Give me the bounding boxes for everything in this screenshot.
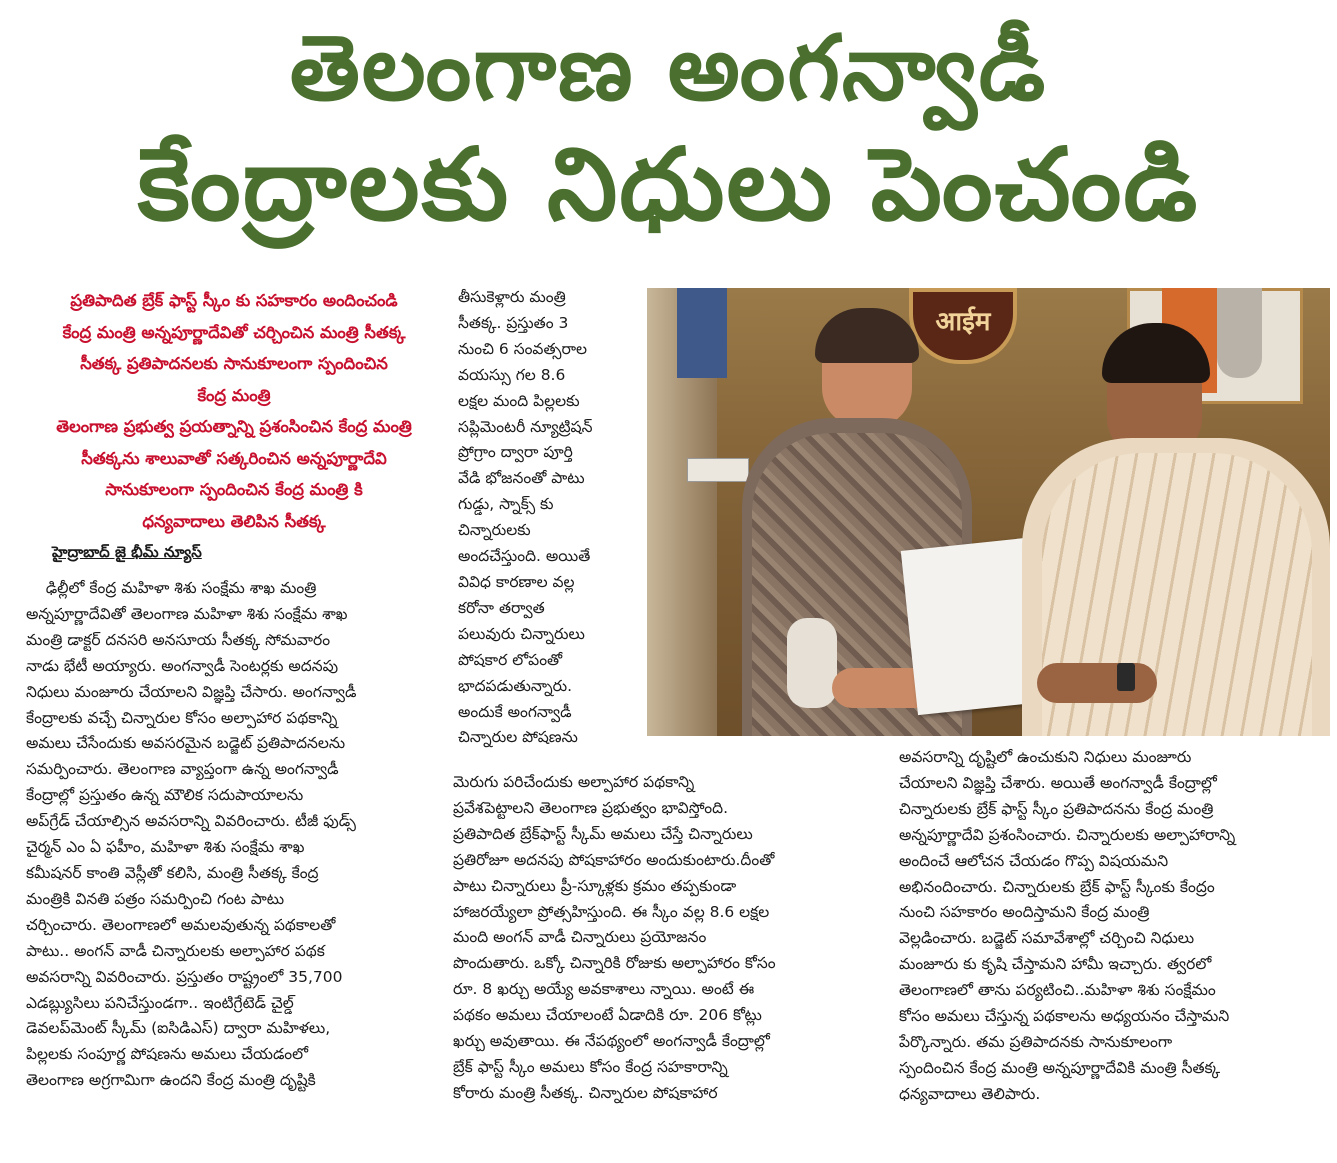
news-photo xyxy=(647,288,1330,736)
text-line: అన్నపూర్ణాదేవి ప్రశంసించారు. చిన్నారులకు అల్పాహారాన్ని xyxy=(899,825,1236,844)
headline-line-2: కేంద్రాలకు నిధులు పెంచండి xyxy=(137,126,1200,243)
highlight-line: కేంద్ర మంత్రి xyxy=(197,385,271,405)
text-line: వెల్లడించారు. బడ్జెట్ సమావేశాల్లో చర్చించి నిధులు xyxy=(899,929,1195,948)
highlight-line: సీతక్క ప్రతిపాదనలకు సానుకూలంగా స్పందించిన xyxy=(80,354,388,373)
highlight-line: సానుకూలంగా స్పందించిన కేంద్ర మంత్రి కి xyxy=(105,480,363,499)
text-line: సప్లిమెంటరీ న్యూట్రిషన్ xyxy=(458,417,593,436)
text-line: తీసుకెళ్లారు మంత్రి xyxy=(458,288,566,306)
text-line: పాటు.. అంగన్ వాడీ చిన్నారులకు అల్పాహార పథక xyxy=(26,941,325,960)
highlight-line: ప్రతిపాదిత బ్రేక్ ఫాస్ట్ స్కీం కు సహకారం అందించండి xyxy=(70,291,398,310)
text-line: మెరుగు పరిచేందుకు అల్పాహార పథకాన్ని xyxy=(453,773,695,791)
text-line: అందుకే అంగన్వాడీ xyxy=(458,702,572,721)
text-line: ప్రతిపాదిత బ్రేక్‌ఫాస్ట్ స్కీమ్ అమలు చేస్తే చిన్నారులు xyxy=(453,824,753,843)
text-line: ప్రవేశపెట్టాలని తెలంగాణ ప్రభుత్వం భావిస్తోంది. xyxy=(453,798,729,817)
text-line: ఎడబ్ల్యుసిలు పనిచేస్తుండగా.. ఇంటిగ్రేటెడ్ చైల్డ్ xyxy=(26,993,294,1012)
dateline: హైద్రాబాద్ జై భీమ్ న్యూస్ xyxy=(52,543,202,561)
text-line: వేడి భోజనంతో పాటు xyxy=(458,469,585,488)
highlight-line: కేంద్ర మంత్రి అన్నపూర్ణాదేవితో చర్చించిన మంత్రి సీతక్క xyxy=(62,322,406,342)
text-line: బ్రేక్ ఫాస్ట్ స్కీం అమలు కోసం కేంద్ర సహకారాన్ని xyxy=(453,1057,728,1076)
text-line: భాదపడుతున్నారు. xyxy=(458,676,573,695)
text-line: పథకం అమలు చేయాలంటే ఏడాదికి రూ. 206 కోట్లు xyxy=(453,1006,762,1025)
text-line: అవసరాన్ని వివరించారు. ప్రస్తుతం రాష్ట్రంలో 35,700 xyxy=(26,967,343,986)
article-column-1 xyxy=(26,576,442,1094)
text-line: చర్చించారు. తెలంగాణలో అమలవుతున్న పథకాలతో xyxy=(26,915,336,934)
text-line: నుంచి 6 సంవత్సరాల xyxy=(458,339,587,358)
text-line: చిన్నారులకు xyxy=(458,521,531,540)
article-column-3 xyxy=(899,745,1317,1108)
article-column-2-bottom xyxy=(453,770,873,1107)
text-line: అప్‌గ్రేడ్ చేయాల్సిన అవసరాన్ని వివరించారు. టీజీ ఫుడ్స్ xyxy=(26,812,356,831)
text-line: ఖర్చు అవుతాయి. ఈ నేపథ్యంలో అంగన్వాడీ కేంద్రాల్లో xyxy=(453,1032,770,1051)
highlight-line: సీతక్కను శాలువాతో సత్కరించిన అన్నపూర్ణాదేవి xyxy=(81,448,387,468)
text-line: మంత్రి డాక్టర్ దనసరి అనసూయ సీతక్క సోమవారం xyxy=(26,630,331,649)
text-line: చైర్మన్ ఎం ఏ ఫహీం, మహిళా శిశు సంక్షేమ శాఖ xyxy=(26,838,305,857)
highlight-line: తెలంగాణ ప్రభుత్వ ప్రయత్నాన్ని ప్రశంసించిన కేంద్ర మంత్రి xyxy=(56,417,412,436)
text-line: రూ. 8 ఖర్చు అయ్యే అవకాశాలు న్నాయి. అంటే ఈ xyxy=(453,980,755,999)
text-line: వివిధ కారణాల వల్ల xyxy=(458,572,575,591)
text-line: అమలు చేసేందుకు అవసరమైన బడ్జెట్ ప్రతిపాదనలను xyxy=(26,734,346,753)
wall-emblem: आईम xyxy=(909,288,1017,364)
text-line: హాజరయ్యేలా ప్రోత్సహిస్తుంది. ఈ స్కీం వల్ల 8.6 లక్షల xyxy=(453,902,770,921)
headline-line-1: తెలంగాణ అంగన్వాడీ xyxy=(289,16,1048,121)
text-line: అందచేస్తుంది. అయితే xyxy=(458,547,591,566)
text-line: లక్షల మంది పిల్లలకు xyxy=(458,391,580,410)
text-line: పోషకార లోపంతో xyxy=(458,650,563,669)
text-line: మంది అంగన్ వాడీ చిన్నారులు ప్రయోజనం xyxy=(453,928,707,947)
text-line: అభినందించారు. చిన్నారులకు బ్రేక్ ఫాస్ట్ స్కీంకు కేంద్రం xyxy=(899,877,1215,896)
text-line: తెలంగాణ అగ్రగామిగా ఉందని కేంద్ర మంత్రి దృష్టికి xyxy=(26,1071,316,1090)
text-line: ఢిల్లీలో కేంద్ర మహిళా శిశు సంక్షేమ శాఖ మంత్రి xyxy=(26,579,317,597)
text-line: కేంద్రాలకు వచ్చే చిన్నారుల కోసం అల్పాహార పథకాన్ని xyxy=(26,708,338,727)
text-line: తెలంగాణలో తాను పర్యటించి..మహిళా శిశు సంక్షేమం xyxy=(899,981,1216,1000)
text-line: గుడ్డు, స్నాక్స్ కు xyxy=(458,495,554,514)
text-line: పొందుతారు. ఒక్కో చిన్నారికి రోజుకు అల్పాహారం కోసం xyxy=(453,954,776,973)
text-line: సీతక్క. ప్రస్తుతం 3 xyxy=(458,313,569,332)
highlight-line: ధన్యవాదాలు తెలిపిన సీతక్క xyxy=(142,511,326,531)
text-line: ప్రోగ్రాం ద్వారా పూర్తి xyxy=(458,443,573,462)
text-line: కమీషనర్ కాంతి వెస్లీతో కలిసి, మంత్రి సీతక్క కేంద్ర xyxy=(26,863,319,882)
text-line: సమర్పించారు. తెలంగాణ వ్యాప్తంగా ఉన్న అంగన్వాడీ xyxy=(26,760,339,779)
text-line: మంత్రికి వినతి పత్రం సమర్పించి గంట పాటు xyxy=(26,889,285,908)
text-line: ప్రతిరోజూ అదనపు పోషకాహారం అందుకుంటారు.దీంతో xyxy=(453,850,775,869)
article-column-2-top xyxy=(458,285,640,751)
text-line: పిల్లలకు సంపూర్ణ పోషణను అమలు చేయడంలో xyxy=(26,1045,309,1064)
text-line: ధన్యవాదాలు తెలిపారు. xyxy=(899,1084,1041,1103)
text-line: వయస్సు గల 8.6 xyxy=(458,365,566,384)
highlights-box xyxy=(28,285,440,537)
text-line: చిన్నారుల పోషణను xyxy=(458,728,578,747)
text-line: కేంద్రాల్లో ప్రస్తుతం ఉన్న మౌలిక సదుపాయాలను xyxy=(26,786,304,805)
text-line: మంజూరు కు కృషి చేస్తామని హామీ ఇచ్చారు. త్వరలో xyxy=(899,955,1212,974)
text-line: చేయాలని విజ్ఞప్తి చేశారు. అయితే అంగన్వాడీ కేంద్రాల్లో xyxy=(899,773,1217,792)
text-line: కోసం అమలు చేస్తున్న పథకాలను అధ్యయనం చేస్తామని xyxy=(899,1007,1230,1026)
text-line: పలువురు చిన్నారులు xyxy=(458,624,585,643)
text-line: నిధులు మంజూరు చేయాలని విజ్ఞప్తి చేసారు. అంగన్వాడీ xyxy=(26,682,357,701)
text-line: నుంచి సహకారం అందిస్తామని కేంద్ర మంత్రి xyxy=(899,903,1150,922)
text-line: చిన్నారులకు బ్రేక్ ఫాస్ట్ స్కీం ప్రతిపాదనను కేంద్ర మంత్రి xyxy=(899,799,1214,818)
text-line: నాడు భేటీ అయ్యారు. అంగన్వాడీ సెంటర్లకు అదనపు xyxy=(26,656,339,675)
text-line: అన్నపూర్ణాదేవితో తెలంగాణ మహిళా శిశు సంక్షేమ శాఖ xyxy=(26,604,348,623)
text-line: కోరారు మంత్రి సీతక్క. చిన్నారుల పోషకాహార xyxy=(453,1083,718,1102)
text-line: పేర్కొన్నారు. తమ ప్రతిపాదనకు సానుకూలంగా xyxy=(899,1032,1173,1051)
text-line: డెవలప్‌మెంట్ స్కీమ్ (ఐసిడిఎస్) ద్వారా మహిళలు, xyxy=(26,1019,331,1038)
text-line: అవసరాన్ని దృష్టిలో ఉంచుకుని నిధులు మంజూరు xyxy=(899,748,1192,766)
text-line: కరోనా తర్వాత xyxy=(458,598,545,617)
text-line: స్పందించిన కేంద్ర మంత్రి అన్నపూర్ణాదేవికి మంత్రి సీతక్క xyxy=(899,1058,1221,1077)
text-line: పాటు చిన్నారులు ప్రీ-స్కూళ్లకు క్రమం తప్పకుండా xyxy=(453,876,737,895)
text-line: అందించే ఆలోచన చేయడం గొప్ప విషయమని xyxy=(899,851,1169,870)
